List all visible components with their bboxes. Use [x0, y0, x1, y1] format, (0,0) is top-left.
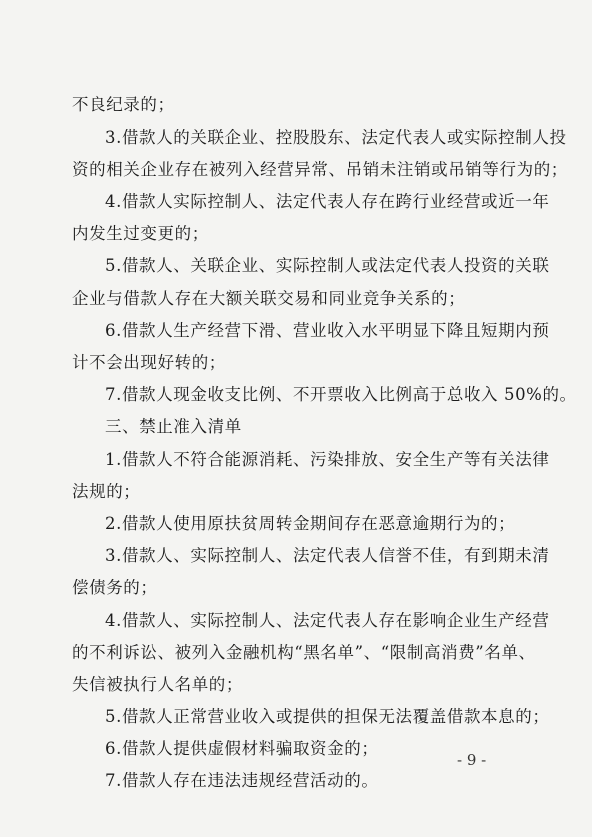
text-line: 计不会出现好转的；: [72, 353, 226, 372]
text-line: 4.借款人、实际控制人、法定代表人存在影响企业生产经营: [105, 611, 550, 630]
text-line: 1.借款人不符合能源消耗、污染排放、安全生产等有关法律: [105, 450, 550, 469]
text-line: 失信被执行人名单的；: [72, 675, 243, 694]
text-line: 法规的；: [72, 482, 141, 501]
section-heading: 三、禁止准入清单: [105, 417, 242, 436]
text-line: 7.借款人现金收支比例、不开票收入比例高于总收入 50%的。: [105, 385, 577, 404]
text-line: 偿债务的；: [72, 578, 158, 597]
text-line: 4.借款人实际控制人、法定代表人存在跨行业经营或近一年: [105, 192, 550, 211]
text-line: 内发生过变更的；: [72, 224, 209, 243]
text-line: 2.借款人使用原扶贫周转金期间存在恶意逾期行为的；: [105, 514, 516, 533]
text-line: 资的相关企业存在被列入经营异常、吊销未注销或吊销等行为的；: [72, 160, 568, 179]
text-line: 6.借款人生产经营下滑、营业收入水平明显下降且短期内预: [105, 321, 550, 340]
text-line: 6.借款人提供虚假材料骗取资金的；: [105, 739, 379, 758]
text-line: 不良纪录的；: [72, 95, 175, 114]
text-line: 3.借款人的关联企业、控股股东、法定代表人或实际控制人投: [105, 128, 567, 147]
text-line: 3.借款人、实际控制人、法定代表人信誉不佳，有到期未清: [105, 546, 550, 565]
text-line: 企业与借款人存在大额关联交易和同业竞争关系的；: [72, 289, 466, 308]
page-number: - 9 -: [457, 751, 487, 769]
text-line: 的不利诉讼、被列入金融机构“黑名单”、“限制高消费”名单、: [72, 643, 536, 662]
text-line: 5.借款人、关联企业、实际控制人或法定代表人投资的关联: [105, 256, 550, 275]
text-line: 7.借款人存在违法违规经营活动的。: [105, 771, 379, 790]
text-line: 5.借款人正常营业收入或提供的担保无法覆盖借款本息的；: [105, 707, 550, 726]
